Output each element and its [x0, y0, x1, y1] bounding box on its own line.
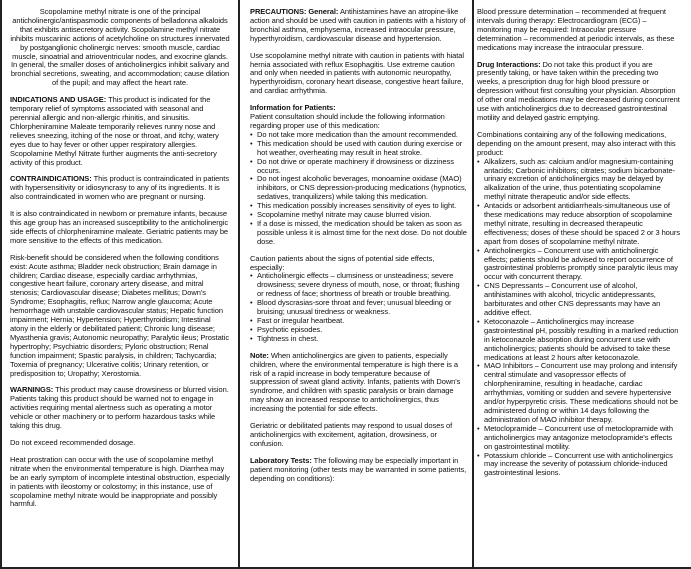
laboratory-heading: Laboratory Tests:: [250, 455, 312, 465]
list-item: • Blood dyscrasias-sore throat and fever; unusual bleeding or bruising; unusual tiredness or weakness.: [250, 299, 468, 317]
note-heading: Note:: [250, 350, 269, 360]
risk-benefit-paragraph: Risk-benefit should be considered when the following conditions exist: Acute asthma; Bladder neck obstruction; Brain damage in children; Cardiac disease, especially cardiac arrhythmias, congestive heart failure, coronary artery disease, and mitral stenosis; Cardiovascular disease; Diabetes mellitus; Down's Syndrome; Esophagitis, reflux; Narrow angle glaucoma; Acute hemorrhage with unstable cardiovascular status; Hepatic function impairment; Hernia; Hypertension; Hyperthyroidism; Intestinal atony in the elderly or debilitated patient; Chronic lung disease; Myasthenia gravis; Autonomic neuropathy; Paralytic ileus; Prostatic hypertrophy; Psychiatric disorders; Pyloric obstruction; Renal function impairment; Spastic paralysis, in children; Tachycardia; Toxemia of pregnancy; Ulcerative colitis; Urinary retention, or predisposition to; Uropathy; Xerostomia.: [10, 252, 230, 378]
indications-heading: INDICATIONS AND USAGE:: [10, 95, 107, 105]
list-item: • Ketoconazole – Anticholinergics may increase gastrointestinal pH, possibly resulting in a marked reduction in ketoconazole absorption during concurrent use with anticholinergics; patients should be advised to take these medications at least 2 hours after ketoconazole.: [477, 318, 682, 363]
geriatric-paragraph: Geriatric or debilitated patients may respond to usual doses of anticholinergics with excitement, agitation, drowsiness, or confusion.: [250, 421, 453, 448]
blood-pressure-paragraph: Blood pressure determination – recommended at frequent intervals during therapy: Electrocardiogram (ECG) – monitoring may be required: Intraocular pressure determination – recommended at periodic intervals, as these medications may increase the intraocular pressure.: [477, 7, 675, 52]
list-item: • Antacids or adsorbent antidiarrheals-simultaneous use of these medications may reduce absorption of scopolamine methyl nitrate, resulting in decreased therapeutic effectiveness; doses of these should be spaced 2 or 3 hours apart from doses of scopolamine methyl nitrate.: [477, 202, 682, 247]
caution-intro: Caution patients about the signs of potential side effects, especially:: [250, 253, 435, 272]
column-1: [10, 8, 230, 517]
list-item: • If a dose is missed, the medication should be taken as soon as possible unless it is almost time for the next dose. Do not double dose.: [250, 220, 468, 247]
list-item: • Alkalizers, such as: calcium and/or magnesium-containing antacids; Carbonic inhibitors; citrates; sodium bicarbonate-urinary excretion of anticholinergics may be delayed by alkalization of the urine, thus potentiating scopolamine methyl nitrate therapeutic and/or side effects.: [477, 158, 682, 203]
column-2: [250, 8, 468, 492]
no-exceed-paragraph: Do not exceed recommended dosage.: [10, 437, 136, 447]
list-item: • Psychotic episodes.: [250, 326, 468, 335]
laboratory-text: The following may be especially important in patient monitoring (other tests may be warranted in some patients, depending on conditions):: [250, 455, 467, 483]
list-item: • Anticholinergic effects – clumsiness or unsteadiness; severe drowsiness; severe dryness of mouth, nose, or throat; flushing or redness of face; shortness of breath or trouble breathing.: [250, 272, 468, 299]
intro-paragraph: Scopolamine methyl nitrate is one of the principal anticholinergic/antispasmodic components of belladonna alkaloids that exhibits antisecretory activity. Scopolamine methyl nitrate inhibits muscarinic actions of acetylcholine on structures innervated by postganglionic cholinergic nerves: smooth muscle, cardiac muscle, sinoatrial and atrioventricular nodes, and exocrine glands. In general, the smaller doses of anticholinergics inhibit salivary and bronchial secretions, sweating, and accommodation; cause dilation of the pupil; and may affect the heart rate.: [10, 7, 230, 88]
contraindications-text: This product is contraindicated in patients with hypersensitivity or idiosyncrasy to any of its ingredients. It is also contraindicated in women who are pregnant or nursing.: [10, 174, 230, 202]
contraindications-paragraph-2: It is also contraindicated in newborn or premature infants, because this age group has an increased susceptibility to the anticholinergic side effects of chlorpheniramine maleate. Geriatric patients may be more sensitive to the effects of this medication.: [10, 209, 229, 245]
precautions-text: Antihistamines have an atropine-like action and should be used with caution in patients with a history of bronchial asthma, emphysema, increased intraocular pressure, hyperthyroidism, cardiovascular disease and hypertension.: [250, 7, 466, 43]
list-item: • This medication should be used with caution during exercise or hot weather, overheating may result in heat stroke.: [250, 140, 468, 158]
contraindications-paragraph: [10, 175, 230, 202]
laboratory-paragraph: [250, 457, 468, 484]
indications-paragraph: [10, 96, 230, 167]
list-item: • MAO Inhibitors – Concurrent use may prolong and intensify central stimulate and vasopressor effects of chlorpheniramine, resulting in headache, cardiac arrhythmias, vomiting or sudden and severe hypertensive and/or hyperpyretic crisis. These medications should not be administered during or within 14 days following the administration of MAO inhibitor therapy.: [477, 362, 682, 424]
list-item: • Do not drive or operate machinery if drowsiness or dizziness occurs.: [250, 158, 468, 176]
indications-text: This product is indicated for the temporary relief of symptoms associated with seasonal and perennial allergic and non-allergic rhinitis, and sinusitis. Chlorpheniramine Maleate temporarily relieves runny nose and relieves sneezing, itching of the nose or throat, and itchy, watery eyes due to hay fever or other upper respiratory allergies. Scopolamine Methyl Nitrate further augments the anti-secretory activity of this product.: [10, 95, 219, 167]
list-item: • This medication possibly increases sensitivity of eyes to light.: [250, 202, 468, 211]
list-item: • Potassium chloride – Concurrent use with anticholinergics may increase the severity of potassium chloride-induced gastrointestinal lesions.: [477, 452, 682, 479]
contraindications-heading: CONTRAINDICATIONS:: [10, 174, 92, 184]
column-divider-1: [238, 0, 240, 569]
information-intro: Patient consultation should include the following information regarding proper use of this medication:: [250, 112, 445, 130]
warnings-paragraph: [10, 386, 230, 431]
precautions-heading: PRECAUTIONS: General:: [250, 7, 339, 16]
list-item: • Anticholinergics – Concurrent use with anticholinergic effects; patients should be advised to report occurrence of gastrointestinal problems promptly since paralytic ileus may occur with concurrent therapy.: [477, 247, 682, 283]
warnings-heading: WARNINGS:: [10, 385, 54, 395]
precautions-paragraph: [250, 8, 468, 44]
list-item: • Fast or irregular heartbeat.: [250, 317, 468, 326]
combinations-intro: Combinations containing any of the following medications, depending on the amount present, may also interact with this product:: [477, 129, 676, 157]
list-item: • CNS Depressants – Concurrent use of alcohol, antihistamines with alcohol, tricyclic antidepressants, barbiturates and other CNS depressants may have an additive effect.: [477, 282, 682, 318]
drug-interactions-text: Do not take this product if you are presently taking, or have taken within the preceding two weeks, a prescription drug for high blood pressure or depression without first consulting your physician. Absorption of other oral medications may be decreased during concurrent use with anticholinergics due to decreased gastrointestinal motility and delayed gastric emptying.: [477, 59, 680, 122]
drug-interactions-heading: Drug Interactions:: [477, 59, 541, 69]
information-list: [250, 131, 468, 247]
list-item: • Do not ingest alcoholic beverages, monoamine oxidase (MAO) inhibitors, or CNS depression-producing medications (hypnotics, sedatives, tranquilizers) while taking this medication.: [250, 175, 468, 202]
column-3: [477, 8, 682, 486]
hiatal-hernia-paragraph: Use scopolamine methyl nitrate with caution in patients with hiatal hernia associated with reflux Esophagitis. Use extreme caution and only when needed in patients with autonomic neuropathy, hyperthyroidism, coronary heart disease, congestive heart failure, and cardiac arrhythmia.: [250, 50, 465, 96]
left-border: [0, 0, 2, 569]
column-divider-2: [472, 0, 474, 569]
warnings-text: This product may cause drowsiness or blurred vision. Patients taking this product should be warned not to engage in activities requiring mental alertness such as operating a motor vehicle or other machinery or to perform hazardous tasks while taking this drug.: [10, 385, 229, 431]
list-item: • Tightness in chest.: [250, 335, 468, 344]
note-paragraph: [250, 352, 468, 414]
information-heading: Information for Patients:: [250, 103, 336, 113]
note-text: When anticholinergics are given to patients, especially children, where the environmental temperature is high there is a risk of a rapid increase in body temperature because of suppression of sweat gland activity. Infants, patients with Down's syndrome, and children with spastic paralysis or brain damage may show an increased response to anticholinergics, thus increasing the potential for side effects.: [250, 350, 461, 414]
list-item: • Metoclopramide – Concurrent use of metoclopramide with anticholinergics may antagonize metoclopramide's effects on gastrointestinal motility.: [477, 425, 682, 452]
caution-list: [250, 272, 468, 343]
heat-prostration-paragraph: Heat prostration can occur with the use of scopolamine methyl nitrate when the environmental temperature is high. Diarrhea may be an early symptom of incomplete intestinal obstruction, especially in patients with ileostomy or colostomy; in this instance, use of scopolamine methyl nitrate would be inappropriate and possibly harmful.: [10, 454, 230, 509]
drug-interactions-paragraph: [477, 61, 682, 123]
list-item: • Scopolamine methyl nitrate may cause blurred vision.: [250, 211, 468, 220]
combinations-list: [477, 158, 682, 479]
list-item: • Do not take more medication than the amount recommended.: [250, 131, 468, 140]
